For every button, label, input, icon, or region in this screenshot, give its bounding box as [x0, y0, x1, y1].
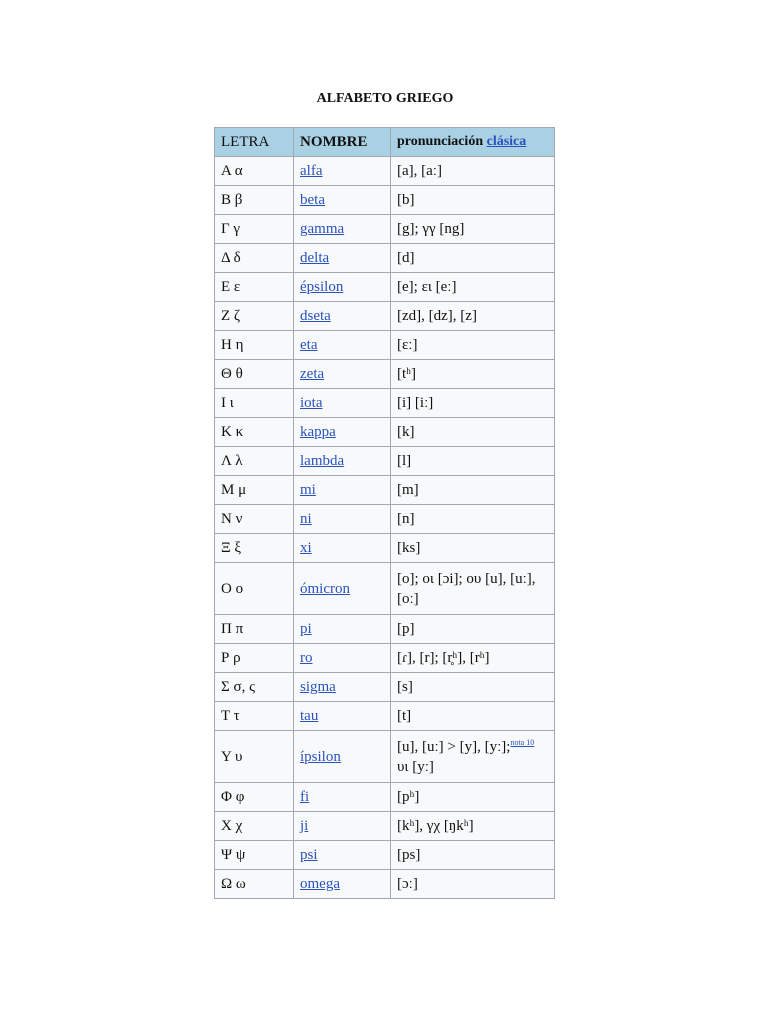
name-cell [294, 505, 391, 534]
pronunciation-cell: [ps] [391, 841, 555, 870]
header-nombre: NOMBRE [294, 128, 391, 157]
header-letra: LETRA [215, 128, 294, 157]
pronunciation-cell: [s] [391, 673, 555, 702]
letter-name-link[interactable]: omega [300, 876, 340, 892]
table-row [215, 360, 555, 389]
pronunciation-cell: [ɔː] [391, 870, 555, 899]
letter-name-link[interactable]: delta [300, 250, 330, 266]
pronunciation-cell: [o]; οι [ɔi]; ου [u], [uː], [oː] [391, 563, 555, 615]
letter-cell: Λ λ [215, 447, 294, 476]
letter-cell: Ω ω [215, 870, 294, 899]
letter-cell: Χ χ [215, 812, 294, 841]
letter-cell: Ρ ρ [215, 644, 294, 673]
letter-name-link[interactable]: ípsilon [300, 748, 341, 765]
letter-name-link[interactable]: gamma [300, 221, 345, 237]
letter-name-link[interactable]: épsilon [300, 279, 344, 295]
pronunciation-cell: [d] [391, 244, 555, 273]
header-pron-label: pronunciación [397, 134, 484, 149]
pronunciation-cell: [i] [iː] [391, 389, 555, 418]
name-cell [294, 702, 391, 731]
letter-cell: Π π [215, 615, 294, 644]
letter-cell: Δ δ [215, 244, 294, 273]
table-row [215, 302, 555, 331]
letter-name-link[interactable]: alfa [300, 163, 323, 179]
letter-cell: Ψ ψ [215, 841, 294, 870]
letter-name-link[interactable]: lambda [300, 453, 345, 469]
letter-cell: Σ σ, ς [215, 673, 294, 702]
table-row [215, 157, 555, 186]
pronunciation-cell: [m] [391, 476, 555, 505]
letter-cell: Τ τ [215, 702, 294, 731]
name-cell [294, 563, 391, 615]
pronunciation-cell: [b] [391, 186, 555, 215]
letter-cell: Γ γ [215, 215, 294, 244]
letter-cell: Ι ι [215, 389, 294, 418]
letter-cell: Μ μ [215, 476, 294, 505]
name-cell [294, 731, 391, 783]
table-row [215, 418, 555, 447]
table-row [215, 644, 555, 673]
name-cell [294, 418, 391, 447]
table-row [215, 812, 555, 841]
letter-name-link[interactable]: kappa [300, 424, 336, 440]
name-cell [294, 244, 391, 273]
letter-cell: Ε ε [215, 273, 294, 302]
letter-name-link[interactable]: zeta [300, 366, 325, 382]
letter-name-link[interactable]: fi [300, 789, 310, 805]
letter-cell: Ξ ξ [215, 534, 294, 563]
letter-name-link[interactable]: pi [300, 621, 312, 637]
table-row [215, 389, 555, 418]
table-row [215, 447, 555, 476]
letter-cell: Β β [215, 186, 294, 215]
pron-text: υι [yː] [397, 758, 434, 775]
letter-name-link[interactable]: tau [300, 708, 319, 724]
pronunciation-cell: [ks] [391, 534, 555, 563]
letter-name-link[interactable]: ji [300, 818, 309, 834]
pronunciation-cell: [t] [391, 702, 555, 731]
letter-name-link[interactable]: psi [300, 847, 318, 863]
name-cell [294, 644, 391, 673]
page-title: ALFABETO GRIEGO [316, 91, 454, 106]
letter-name-link[interactable]: dseta [300, 308, 331, 324]
table-row [215, 215, 555, 244]
letter-name-link[interactable]: sigma [300, 679, 336, 695]
letter-name-link[interactable]: mi [300, 482, 316, 498]
letter-cell: Ζ ζ [215, 302, 294, 331]
pronunciation-cell: [tʰ] [391, 360, 555, 389]
letter-name-link[interactable]: ni [300, 511, 312, 527]
table-row [215, 331, 555, 360]
table-row [215, 476, 555, 505]
name-cell [294, 812, 391, 841]
table-row [215, 534, 555, 563]
table-row [215, 615, 555, 644]
clasica-link[interactable]: clásica [486, 134, 527, 149]
letter-name-link[interactable]: iota [300, 395, 323, 411]
name-cell [294, 186, 391, 215]
table-row [215, 563, 555, 615]
letter-name-link[interactable]: beta [300, 192, 325, 208]
note-link[interactable]: nota 10 [510, 737, 535, 747]
name-cell [294, 447, 391, 476]
pronunciation-cell: [kʰ], γχ [ŋkʰ] [391, 812, 555, 841]
pronunciation-cell [391, 731, 555, 783]
pronunciation-cell: [k] [391, 418, 555, 447]
letter-cell: Κ κ [215, 418, 294, 447]
name-cell [294, 673, 391, 702]
pron-text: [u], [uː] > [y], [yː]; [397, 738, 511, 755]
pronunciation-cell: [g]; γγ [ng] [391, 215, 555, 244]
table-row [215, 273, 555, 302]
name-cell [294, 783, 391, 812]
name-cell [294, 615, 391, 644]
table-row [215, 702, 555, 731]
letter-cell: Α α [215, 157, 294, 186]
table-header-row [215, 128, 555, 157]
table-row [215, 505, 555, 534]
pronunciation-cell: [l] [391, 447, 555, 476]
name-cell [294, 841, 391, 870]
pronunciation-cell: [p] [391, 615, 555, 644]
letter-name-link[interactable]: xi [300, 540, 312, 556]
letter-cell: Φ φ [215, 783, 294, 812]
letter-cell: Υ υ [215, 731, 294, 783]
name-cell [294, 215, 391, 244]
table-row [215, 731, 555, 783]
name-cell [294, 331, 391, 360]
header-pronunciacion [391, 128, 555, 157]
name-cell [294, 476, 391, 505]
table-row [215, 870, 555, 899]
name-cell [294, 273, 391, 302]
name-cell [294, 360, 391, 389]
letter-cell: Ν ν [215, 505, 294, 534]
greek-alphabet-table [214, 127, 555, 899]
table-row [215, 186, 555, 215]
letter-name-link[interactable]: ómicron [300, 580, 350, 597]
pronunciation-cell: [zd], [dz], [z] [391, 302, 555, 331]
letter-name-link[interactable]: eta [300, 337, 318, 353]
name-cell [294, 157, 391, 186]
pronunciation-cell: [ɾ], [r]; [r̥ʰ], [rʰ] [391, 644, 555, 673]
pronunciation-cell: [e]; ει [eː] [391, 273, 555, 302]
letter-cell: Θ θ [215, 360, 294, 389]
letter-cell: Η η [215, 331, 294, 360]
pronunciation-cell: [a], [aː] [391, 157, 555, 186]
name-cell [294, 870, 391, 899]
name-cell [294, 534, 391, 563]
table-row [215, 783, 555, 812]
table-row [215, 841, 555, 870]
pronunciation-cell: [pʰ] [391, 783, 555, 812]
table-row [215, 244, 555, 273]
letter-cell: Ο ο [215, 563, 294, 615]
pronunciation-cell: [n] [391, 505, 555, 534]
pronunciation-cell: [ɛː] [391, 331, 555, 360]
name-cell [294, 389, 391, 418]
letter-name-link[interactable]: ro [300, 650, 313, 666]
name-cell [294, 302, 391, 331]
table-row [215, 673, 555, 702]
